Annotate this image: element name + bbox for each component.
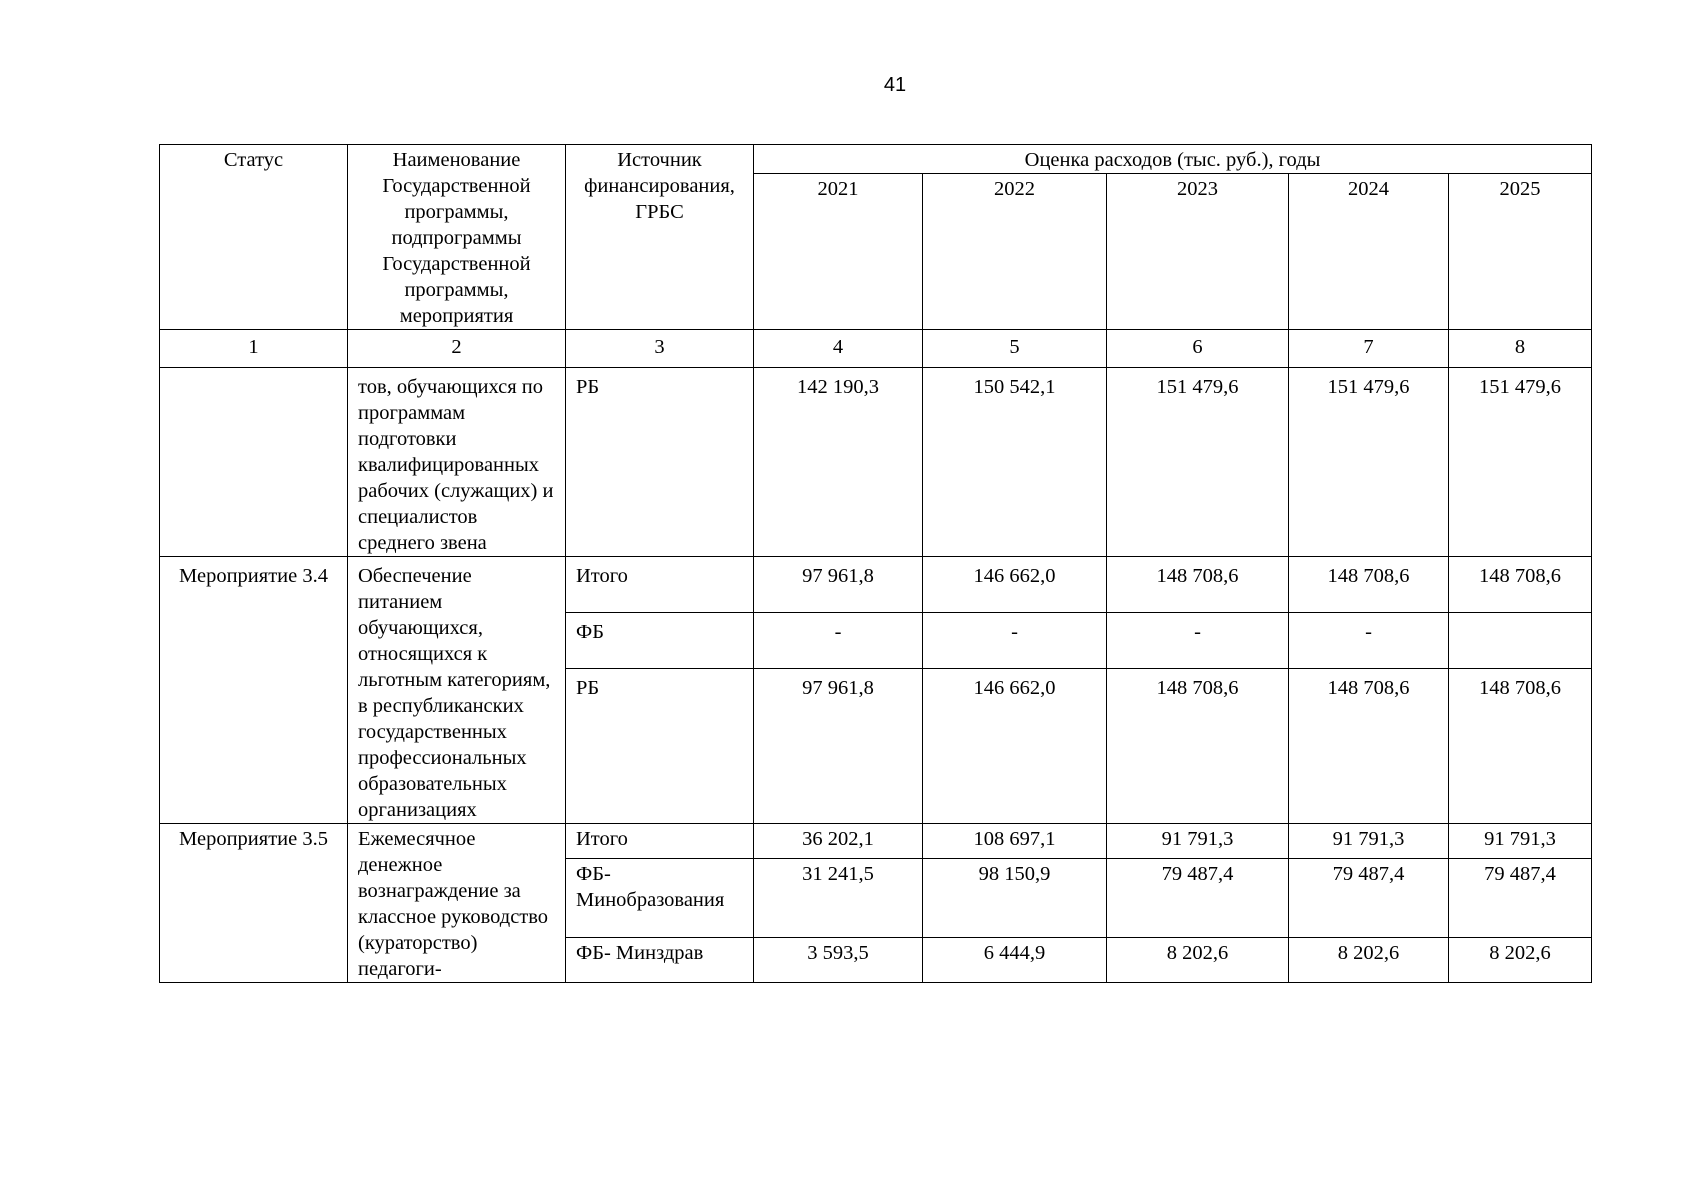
row-value [1449,612,1592,668]
row-value: 91 791,3 [1449,824,1592,859]
row-value: 79 487,4 [1289,859,1449,938]
row-value: - [1107,612,1289,668]
row-value: - [923,612,1107,668]
header-status: Статус [160,145,348,330]
column-number: 4 [754,330,923,368]
table-row [160,557,1592,613]
budget-table [159,144,1592,983]
row-value: 91 791,3 [1289,824,1449,859]
row-value: 98 150,9 [923,859,1107,938]
header-funding-source: Источник финансирования, ГРБС [566,145,754,330]
header-year: 2021 [754,174,923,330]
header-row [160,145,1592,174]
row-value: - [1289,612,1449,668]
header-year: 2023 [1107,174,1289,330]
row-value: 142 190,3 [754,368,923,557]
column-numbers-row [160,330,1592,368]
row-source: Итого [566,557,754,613]
row-value: 31 241,5 [754,859,923,938]
table-row [160,368,1592,557]
row-value: 148 708,6 [1289,557,1449,613]
row-name: Ежемесячное денежное вознаграждение за классное руководство (кураторство) педагоги- [348,824,566,983]
column-number: 6 [1107,330,1289,368]
row-value: 151 479,6 [1449,368,1592,557]
row-source: РБ [566,668,754,823]
row-value: 148 708,6 [1107,557,1289,613]
row-value: 8 202,6 [1289,938,1449,983]
row-value: 151 479,6 [1289,368,1449,557]
row-value: 79 487,4 [1107,859,1289,938]
row-value: 3 593,5 [754,938,923,983]
row-value: 91 791,3 [1107,824,1289,859]
row-value: 36 202,1 [754,824,923,859]
header-expense-estimate: Оценка расходов (тыс. руб.), годы [754,145,1592,174]
header-year: 2022 [923,174,1107,330]
row-value: 79 487,4 [1449,859,1592,938]
column-number: 7 [1289,330,1449,368]
row-value: 148 708,6 [1449,668,1592,823]
row-value: 146 662,0 [923,668,1107,823]
column-number: 5 [923,330,1107,368]
row-source: Итого [566,824,754,859]
row-value: 8 202,6 [1449,938,1592,983]
page-number: 41 [883,74,907,96]
row-name: Обеспечение питанием обучающихся, относящихся к льготным категориям, в республиканских государственных профессиональных образовательных организациях [348,557,566,824]
column-number: 2 [348,330,566,368]
row-value: 8 202,6 [1107,938,1289,983]
header-year: 2024 [1289,174,1449,330]
row-value: 97 961,8 [754,557,923,613]
row-value: 146 662,0 [923,557,1107,613]
row-value: 148 708,6 [1449,557,1592,613]
table-row [160,824,1592,859]
header-year: 2025 [1449,174,1592,330]
row-source: ФБ- Минздрав [566,938,754,983]
column-number: 1 [160,330,348,368]
row-status: Мероприятие 3.4 [160,557,348,824]
row-status: Мероприятие 3.5 [160,824,348,983]
row-status [160,368,348,557]
column-number: 8 [1449,330,1592,368]
row-value: 6 444,9 [923,938,1107,983]
column-number: 3 [566,330,754,368]
row-value: 97 961,8 [754,668,923,823]
row-name: тов, обучающихся по программам подготовки квалифицированных рабочих (служащих) и специалистов среднего звена [348,368,566,557]
row-value: 108 697,1 [923,824,1107,859]
row-value: 148 708,6 [1107,668,1289,823]
row-source: ФБ [566,612,754,668]
row-source: РБ [566,368,754,557]
row-value: 148 708,6 [1289,668,1449,823]
row-value: 151 479,6 [1107,368,1289,557]
row-value: 150 542,1 [923,368,1107,557]
row-source: ФБ- Минобразования [566,859,754,938]
row-value: - [754,612,923,668]
header-program-name: Наименование Государственной программы, подпрограммы Государственной программы, мероприятия [348,145,566,330]
